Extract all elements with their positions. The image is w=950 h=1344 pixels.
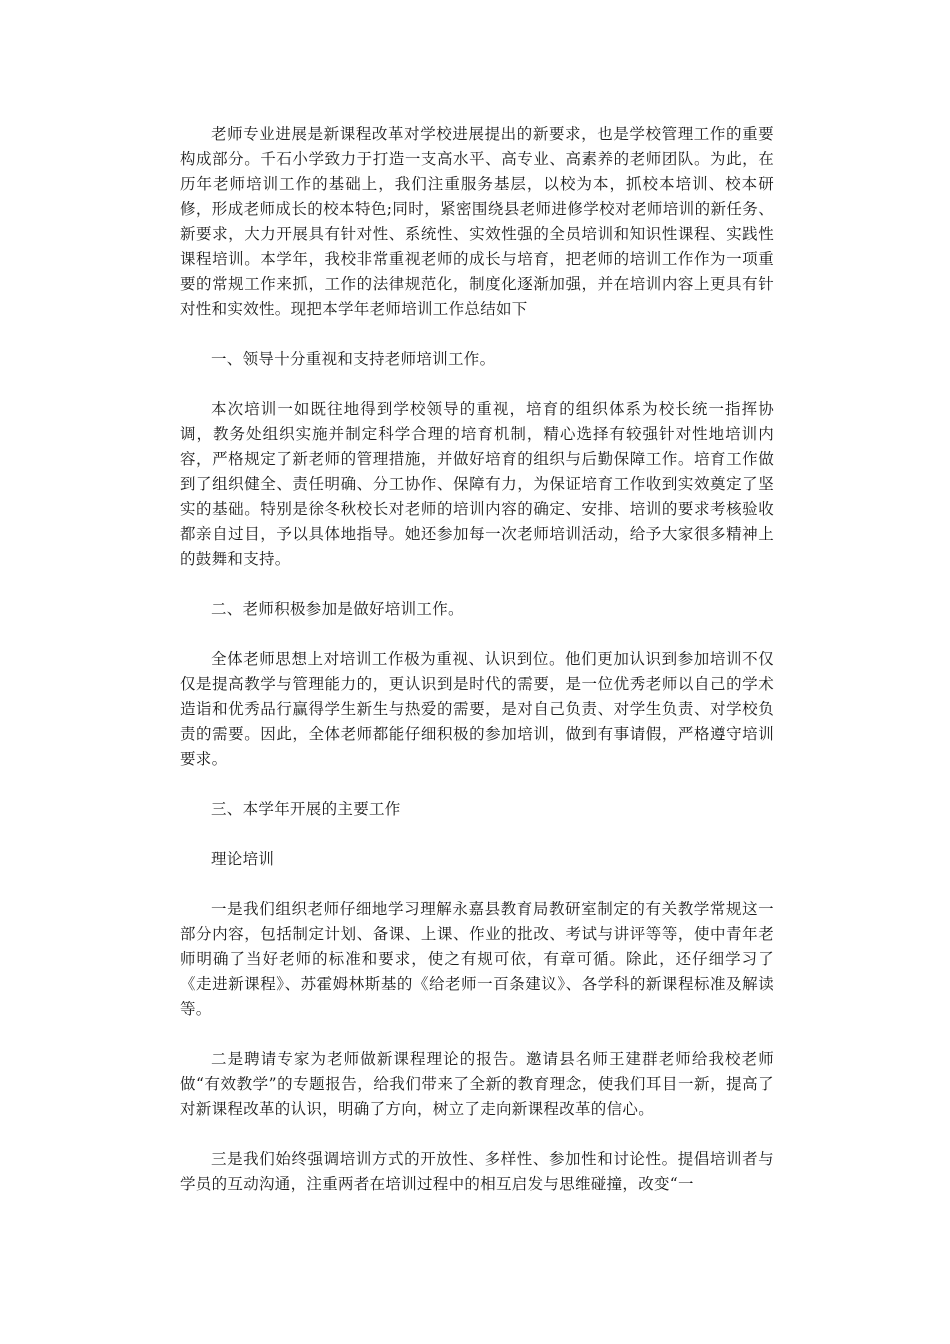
- paragraph-gap: [180, 1122, 774, 1147]
- paragraph-gap: [180, 622, 774, 647]
- intro-paragraph: 老师专业进展是新课程改革对学校进展提出的新要求，也是学校管理工作的重要构成部分。千石小学致力于打造一支高水平、高专业、高素养的老师团队。为此，在历年老师培训工作的基础上，我们注重服务基层，以校为本，抓校本培训、校本研修，形成老师成长的校本特色;同时，紧密围绕县老师进修学校对老师培训的新任务、新要求，大力开展具有针对性、系统性、实效性强的全员培训和知识性课程、实践性课程培训。本学年，我校非常重视老师的成长与培育，把老师的培训工作作为一项重要的常规工作来抓，工作的法律规范化，制度化逐渐加强，并在培训内容上更具有针对性和实效性。现把本学年老师培训工作总结如下: [180, 125, 774, 318]
- section-heading-3: 三、本学年开展的主要工作: [211, 800, 401, 818]
- paragraph-gap: [180, 872, 774, 897]
- paragraph-gap: [180, 322, 774, 347]
- section-2-paragraph: 全体老师思想上对培训工作极为重视、认识到位。他们更加认识到参加培训不仅仅是提高教学与管理能力的，更认识到是时代的需要，是一位优秀老师以自己的学术造诣和优秀品行赢得学生新生与热爱的需要，是对自己负责、对学生负责、对学校负责的需要。因此，全体老师都能仔细积极的参加培训，做到有事请假，严格遵守培训要求。: [180, 650, 774, 768]
- subheading-theory-training: 理论培训: [211, 850, 275, 868]
- paragraph-gap: [180, 772, 774, 797]
- theory-item-3-paragraph: 三是我们始终强调培训方式的开放性、多样性、参加性和讨论性。提倡培训者与学员的互动沟通，注重两者在培训过程中的相互启发与思维碰撞，改变“一: [180, 1150, 774, 1193]
- section-1-paragraph: 本次培训一如既往地得到学校领导的重视，培育的组织体系为校长统一指挥协调，教务处组织实施并制定科学合理的培育机制，精心选择有较强针对性地培训内容，严格规定了新老师的管理措施，并做好培育的组织与后勤保障工作。培育工作做到了组织健全、责任明确、分工协作、保障有力，为保证培育工作收到实效奠定了坚实的基础。特别是徐冬秋校长对老师的培训内容的确定、安排、培训的要求考核验收都亲自过目，予以具体地指导。她还参加每一次老师培训活动，给予大家很多精神上的鼓舞和支持。: [180, 400, 774, 568]
- theory-item-2-paragraph: 二是聘请专家为老师做新课程理论的报告。邀请县名师王建群老师给我校老师做“有效教学”的专题报告，给我们带来了全新的教育理念，使我们耳目一新，提高了对新课程改革的认识，明确了方向，树立了走向新课程改革的信心。: [180, 1050, 774, 1118]
- section-heading-1: 一、领导十分重视和支持老师培训工作。: [211, 350, 496, 368]
- section-heading-2: 二、老师积极参加是做好培训工作。: [211, 600, 464, 618]
- paragraph-gap: [180, 572, 774, 597]
- paragraph-gap: [180, 1022, 774, 1047]
- document-page: [180, 122, 774, 1197]
- paragraph-gap: [180, 822, 774, 847]
- paragraph-gap: [180, 372, 774, 397]
- theory-item-1-paragraph: 一是我们组织老师仔细地学习理解永嘉县教育局教研室制定的有关教学常规这一部分内容，包括制定计划、备课、上课、作业的批改、考试与讲评等等，使中青年老师明确了当好老师的标准和要求，使之有规可依，有章可循。除此，还仔细学习了《走进新课程》、苏霍姆林斯基的《给老师一百条建议》、各学科的新课程标准及解读等。: [180, 900, 774, 1018]
